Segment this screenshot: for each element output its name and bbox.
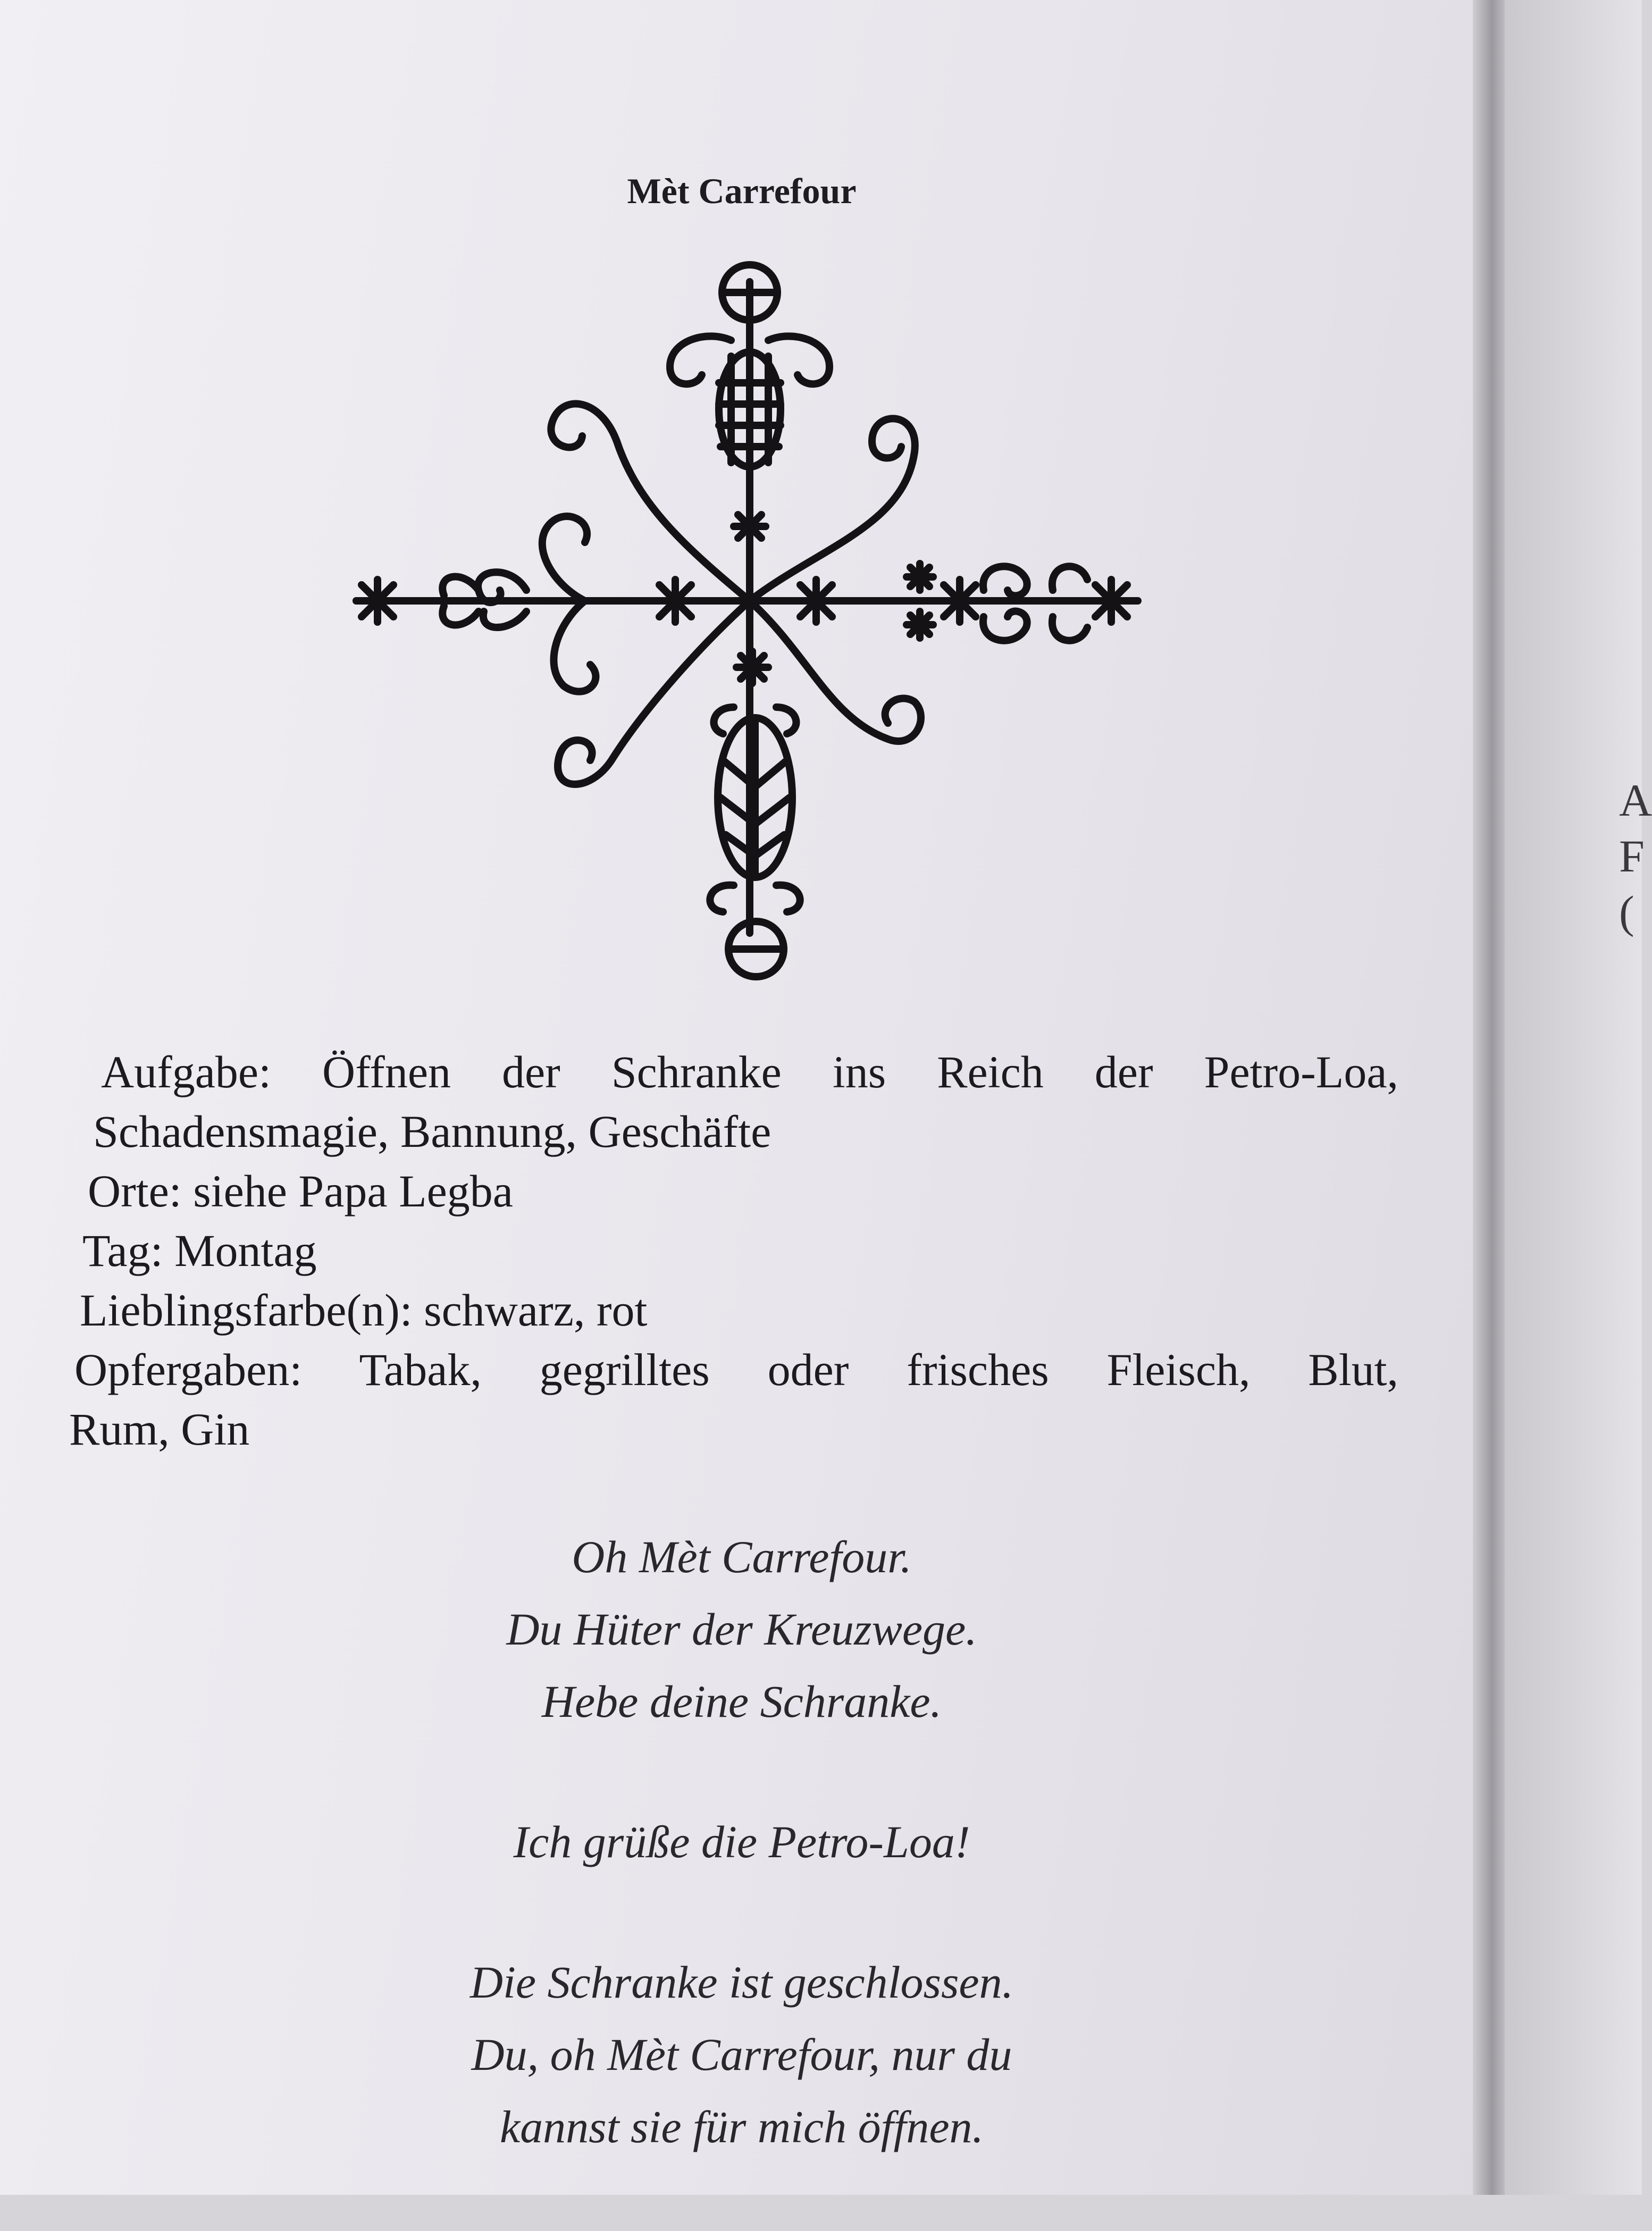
- prayer-line: Die Schranke ist geschlossen.: [469, 1957, 1014, 2008]
- veve-symbol: [340, 250, 1148, 1000]
- info-places: Orte: siehe Papa Legba: [88, 1165, 513, 1217]
- prayer-line: Ich grüße die Petro-Loa!: [513, 1816, 970, 1867]
- info-task-continued: Schadensmagie, Bannung, Geschäfte: [93, 1106, 772, 1157]
- prayer-line: Du Hüter der Kreuzwege.: [506, 1604, 977, 1655]
- info-task: Aufgabe: Öffnen der Schranke ins Reich der Petro-Loa,: [101, 1046, 1398, 1097]
- info-block: [69, 1042, 1398, 1459]
- prayer-line: kannst sie für mich öffnen.: [499, 2101, 984, 2152]
- prayer-stanza: [0, 1946, 1483, 2163]
- next-page-fragment: A: [1619, 775, 1652, 826]
- next-page: [1505, 0, 1642, 2195]
- prayer-stanza: [0, 1521, 1483, 1738]
- info-favorite-colors: Lieblingsfarbe(n): schwarz, rot: [80, 1285, 648, 1336]
- prayer: [0, 1521, 1483, 2231]
- page-title: Mèt Carrefour: [627, 171, 857, 211]
- info-day: Tag: Montag: [82, 1225, 317, 1276]
- prayer-line: Hebe deine Schranke.: [541, 1676, 942, 1727]
- next-page-fragment: (: [1619, 886, 1634, 937]
- info-offerings: Opfergaben: Tabak, gegrilltes oder frisches Fleisch, Blut,: [74, 1344, 1398, 1395]
- next-page-fragment: F: [1619, 831, 1645, 882]
- prayer-stanza: [0, 1806, 1483, 1878]
- prayer-line: Du, oh Mèt Carrefour, nur du: [471, 2029, 1012, 2080]
- prayer-line: Oh Mèt Carrefour.: [572, 1531, 912, 1582]
- info-offerings-continued: Rum, Gin: [69, 1404, 250, 1455]
